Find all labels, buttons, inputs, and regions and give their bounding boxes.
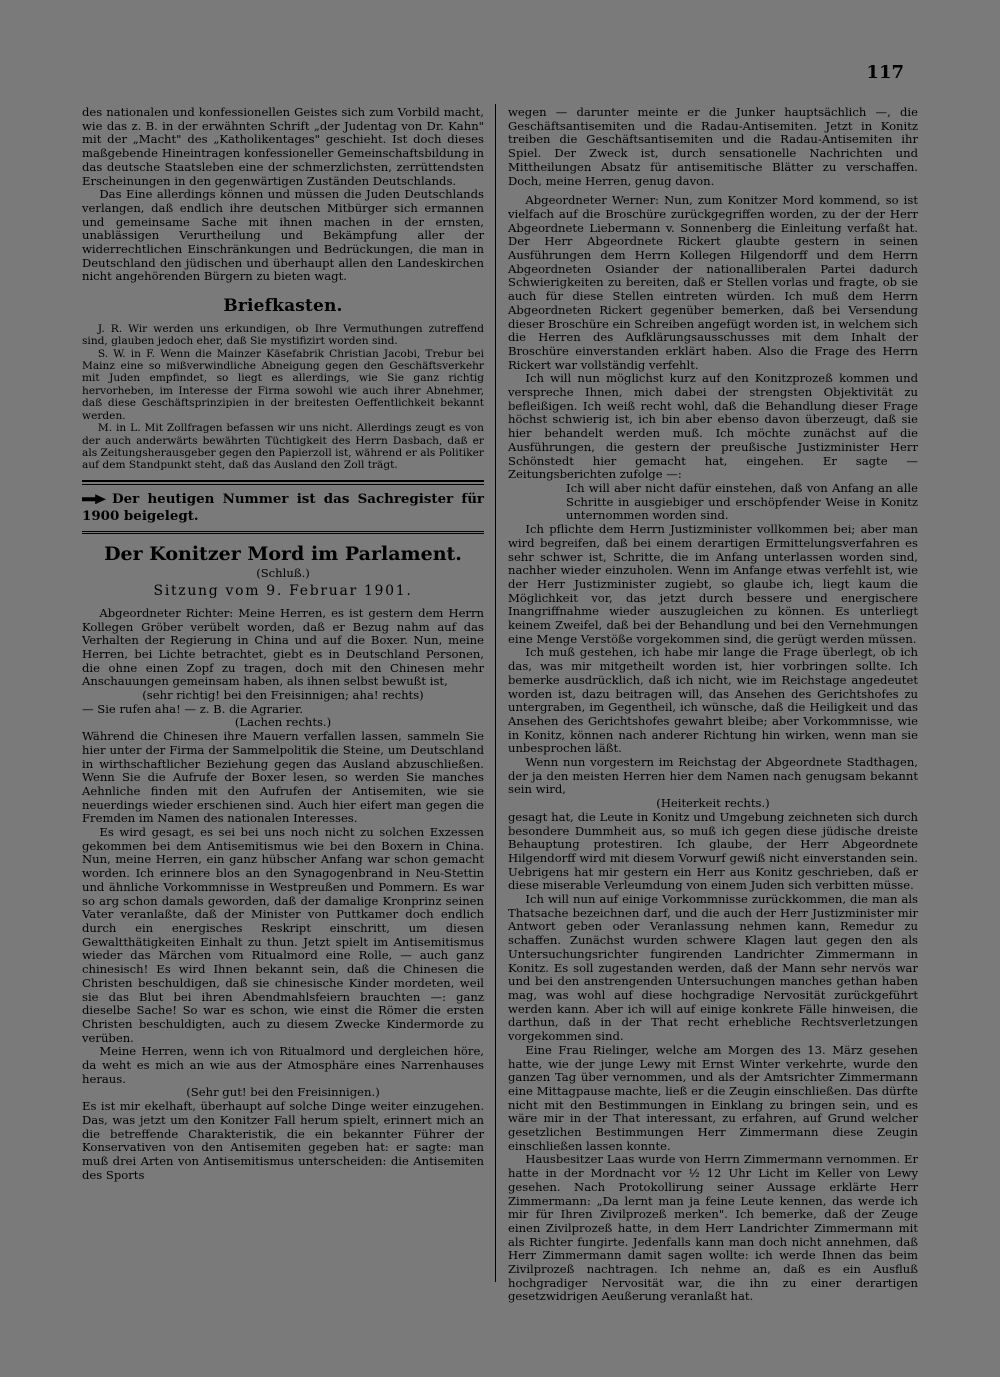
interjection: (sehr richtig! bei den Freisinnigen; aha! rechts)	[142, 688, 424, 703]
session-heading: Sitzung vom 9. Februar 1901.	[153, 583, 413, 600]
interjection: (Lachen rechts.)	[234, 715, 332, 730]
article-paragraph: Es wird gesagt, es sei bei uns noch nicht zu solchen Exzessen gekommen bei dem Antisemitismus wie bei den Boxern in China. Nun, meine Herren, ein ganz hübscher Anfang war schon gemacht worden. Ich erinnere blos an den Synagogenbrand in Neu-Stettin und ähnliche Vorkommnisse in Westpreußen und Pommern. Es war so arg schon damals geworden, daß der damalige Kronprinz seinen Vater veranlaßte, daß der Minister von Puttkamer doch endlich durch ein energisches Reskript einschritt, um diesen Gewaltthätigkeiten Einhalt zu thun. Jetzt spielt im Antisemitismus wieder das Märchen vom Ritualmord eine Rolle, — auch ganz chinesisch! Es wird Ihnen bekannt sein, daß die Chinesen die Christen beschuldigen, daß sie chinesische Kinder mordeten, weil sie das Blut bei ihren Abendmahlsfeiern brauchten —: ganz dieselbe Sache! So war es schon, wie einst die Römer die ersten Christen beschuldigten, auch zu diesem Zwecke Kindermorde zu verüben.	[82, 825, 484, 1045]
right-column	[508, 106, 918, 1304]
briefkasten-entry: S. W. in F. Wenn die Mainzer Käsefabrik Christian Jacobi, Trebur bei Mainz eine so mißverwindliche Abneigung gegen den Geschäftsverkehr mit Juden empfindet, so liegt es allerdings, wie Sie ganz richtig hervorheben, im Interesse der Firma sowohl wie auch ihrer Abnehmer, daß diese Geschäftsprinzipien in der breitesten Oeffentlichkeit bekannt werden.	[82, 347, 484, 422]
briefkasten-entry: J. R. Wir werden uns erkundigen, ob Ihre Vermuthungen zutreffend sind, glauben jedoch eher, daß Sie mystifizirt worden sind.	[82, 322, 484, 348]
supplement-notice	[82, 491, 484, 525]
column-divider	[495, 104, 496, 1282]
article-paragraph: Während die Chinesen ihre Mauern verfallen lassen, sammeln Sie hier unter der Firma der Sammelpolitik die Steine, um Deutschland in wirthschaftlicher Beziehung gegen das Ausland abzuschließen. Wenn Sie die Aufrufe der Boxer lesen, so werden Sie manches Aehnliche finden mit den Aufrufen der Antisemiten, wie sie neuerdings wieder erschienen sind. Auch hier eifert man gegen die Fremden im Namen des nationalen Interesses.	[82, 729, 484, 826]
article-title: Der Konitzer Mord im Parlament.	[104, 542, 462, 565]
article-paragraph: Meine Herren, wenn ich von Ritualmord und dergleichen höre, da weht es mich an wie aus der Atmosphäre eines Narrenhauses heraus.	[82, 1044, 484, 1086]
intro-paragraph-2: Das Eine allerdings können und müssen die Juden Deutschlands verlangen, daß endlich ihre deutschen Mitbürger sich ermannen und gemeinsame Sache mit ihnen machen in der ernsten, unablässigen Verurtheilung und Bekämpfung aller der widerrechtlichen Einschränkungen und Bedrückungen, die man in Deutschland den jüdischen und überhaupt allen den Landeskirchen nicht angehörenden Bürgern zu bieten wagt.	[82, 187, 484, 284]
section-rule	[82, 484, 484, 485]
interjection: (Sehr gut! bei den Freisinnigen.)	[186, 1085, 380, 1100]
interjection: — Sie rufen aha! — z. B. die Agrarier.	[82, 701, 304, 716]
supplement-notice-text: Der heutigen Nummer ist das Sachregister für 1900 beigelegt.	[82, 490, 484, 524]
article-paragraph: gesagt hat, die Leute in Konitz und Umgebung zeichneten sich durch besondere Dummheit aus, so muß ich gegen diese jüdische dreiste Behauptung protestiren. Ich glaube, der Herr Abgeordnete Hilgendorff wird mit diesem Vorwurf gewiß nicht einverstanden sein. Uebrigens hat mir gestern ein Herr aus Konitz geschrieben, daß er diese miserable Verleumdung von einem Juden sich verbitten müsse.	[508, 809, 918, 893]
pointing-hand-icon	[82, 494, 106, 504]
article-paragraph: Eine Frau Rielinger, welche am Morgen des 13. März gesehen hatte, wie der junge Lewy mit Ernst Winter verkehrte, wurde den ganzen Tag über vernommen, und als der Amtsrichter Zimmermann eine Mittagpause machte, ließ er die Zeugin einschließen. Das dürfte nicht mit den Bestimmungen in Einklang zu bringen sein, und es wäre mir in der That interessant, zu erfahren, auf Grund welcher gesetzlichen Bestimmungen Herr Zimmermann diese Zeugin einschließen lassen konnte.	[508, 1042, 918, 1153]
section-rule	[82, 531, 484, 534]
article-paragraph: Abgeordneter Richter: Meine Herren, es ist gestern dem Herrn Kollegen Gröber verübelt worden, daß er Bezug nahm auf das Verhalten der Regierung in China und auf die Boxer. Nun, meine Herren, bei Lichte betrachtet, giebt es in Deutschland Personen, die ohne einen Zopf zu tragen, doch mit den Chinesen mehr Anschauungen gemeinsam haben, als ihnen selbst bewußt ist,	[82, 605, 484, 689]
article-paragraph: Ich muß gestehen, ich habe mir lange die Frage überlegt, ob ich das, was mir mitgetheilt worden ist, hier vorbringen sollte. Ich bemerke ausdrücklich, daß ich nicht, wie im Reichstage angedeutet worden ist, dazu beitragen will, das Ansehen des Gerichtshofes zu untergraben, im Gegentheil, ich wünsche, daß die Heiligkeit und das Ansehen des Gerichtshofes gewahrt bleibe; aber Vorkommnisse, wie in Konitz, können nach anderer Richtung hin wirken, wenn man sie unbesprochen läßt.	[508, 645, 918, 756]
quoted-passage: Ich will aber nicht dafür einstehen, daß von Anfang an alle Schritte in ausgiebiger und erschöpfender Weise in Konitz unternommen worden sind.	[566, 480, 918, 523]
left-column	[82, 106, 484, 1182]
article-paragraph: Ich will nun auf einige Vorkommnisse zurückkommen, die man als Thatsache bezeichnen darf, und die auch der Herr Justizminister mir Antwort geben oder Veranlassung nehmen kann, Remedur zu schaffen. Zunächst wurden schwere Klagen laut gegen den als Untersuchungsrichter fungirenden Landrichter Zimmermann in Konitz. Es soll zugestanden werden, daß der Mann sehr nervös war und bei den anstrengenden Untersuchungen manches gethan haben mag, was wohl auf diese hochgradige Nervosität zurückgeführt werden kann. Aber ich will auf einige konkrete Fälle hinweisen, die darthun, daß in der That recht erhebliche Rechtsverletzungen vorgekommen sind.	[508, 892, 918, 1044]
page-number: 117	[866, 62, 904, 83]
intro-paragraph-1: des nationalen und konfessionellen Geistes sich zum Vorbild macht, wie das z. B. in der erwähnten Schrift „der Judentag von Dr. Kahn" mit der „Macht" des „Katholikentages" geschieht. Ist doch dieses maßgebende Hineintragen konfessioneller Gemeinschaftsbildung in das deutsche Staatsleben eine der schmerzlichsten, zerrüttendsten Erscheinungen in den gegenwärtigen Zuständen Deutschlands.	[82, 105, 484, 188]
article-paragraph: Wenn nun vorgestern im Reichstag der Abgeordnete Stadthagen, der ja den meisten Herren hier dem Namen nach genugsam bekannt sein wird,	[508, 755, 918, 797]
article-paragraph: Ich will nun möglichst kurz auf den Konitzprozeß kommen und verspreche Ihnen, mich dabei der strengsten Objektivität zu befleißigen. Ich weiß recht wohl, daß die Behandlung dieser Frage höchst schwierig ist, ich bin aber ebenso davon überzeugt, daß sie hier behandelt werden muß. Ich möchte zunächst auf die Ausführungen, die gestern der preußische Justizminister Herr Schönstedt hier gemacht hat, eingehen. Er sagte — Zeitungsberichten zufolge —:	[508, 371, 918, 482]
article-paragraph: Ich pflichte dem Herrn Justizminister vollkommen bei; aber man wird begreifen, daß bei einem derartigen Ermittelungsverfahren es sehr schwer ist, Schritte, die im Anfang unterlassen worden sind, nachher wieder einzuholen. Wenn im Anfange etwas verfehlt ist, wie der Herr Justizminister zugiebt, so glaube ich, liegt kaum die Möglichkeit vor, das jetzt durch bessere und energischere Inangriffnahme wieder auszugleichen zu können. Es unterliegt keinem Zweifel, daß bei der Behandlung und bei den Vernehmungen eine Menge Verstöße vorgekommen sind, die gerügt werden müssen.	[508, 522, 918, 646]
article-paragraph: wegen — darunter meinte er die Junker hauptsächlich —, die Geschäftsantisemiten und die Radau-Antisemiten. Jetzt in Konitz treiben die Geschäftsantisemiten und die Radau-Antisemiten ihr Spiel. Der Zweck ist, durch sensationelle Nachrichten und Mittheilungen Absatz für antisemitische Blätter zu verschaffen. Doch, meine Herren, genug davon.	[508, 105, 918, 188]
briefkasten-entry: M. in L. Mit Zollfragen befassen wir uns nicht. Allerdings zeugt es von der auch anderwärts bewährten Tüchtigkeit des Herrn Dasbach, daß er als Zeitungsherausgeber gegen den Papierzoll ist, während er als Politiker auf dem Standpunkt steht, daß das Ausland den Zoll trägt.	[82, 422, 484, 472]
interjection: (Heiterkeit rechts.)	[656, 796, 770, 811]
briefkasten-title: Briefkasten.	[223, 296, 343, 317]
article-subtitle: (Schluß.)	[256, 566, 310, 581]
section-rule	[82, 480, 484, 482]
article-paragraph: Hausbesitzer Laas wurde von Herrn Zimmermann vernommen. Er hatte in der Mordnacht vor ½ 12 Uhr Licht im Keller von Lewy gesehen. Nach Protokollirung seiner Aussage erklärte Herr Zimmermann: „Da lernt man ja feine Leute kennen, das werde ich mir für Ihren Zivilprozeß merken". Ich bemerke, daß der Zeuge einen Zivilprozeß hatte, in dem Herr Landrichter Zimmermann mit als Richter fungirte. Jedenfalls kann man doch nicht annehmen, daß Herr Zimmermann damit sagen wollte: ich werde Ihnen das beim Zivilprozeß nachtragen. Ich nehme an, daß es ein Ausfluß hochgradiger Nervosität war, die ihn zu einer derartigen gesetzwidrigen Aeußerung veranlaßt hat.	[508, 1152, 918, 1304]
article-paragraph: Es ist mir ekelhaft, überhaupt auf solche Dinge weiter einzugehen. Das, was jetzt um den Konitzer Fall herum spielt, erinnert mich an die betreffende Charakteristik, die ein bekannter Führer der Konservativen von den Antisemiten gegeben hat: er sagte: man muß drei Arten von Antisemitismus unterscheiden: die Antisemiten des Sports	[82, 1099, 484, 1182]
article-paragraph: Abgeordneter Werner: Nun, zum Konitzer Mord kommend, so ist vielfach auf die Broschüre zurückgegriffen worden, zu der der Herr Abgeordnete Liebermann v. Sonnenberg die Einleitung verfaßt hat. Der Herr Abgeordnete Rickert glaubte gestern in seinen Ausführungen dem Herrn Kollegen Hilgendorff und dem Herrn Abgeordneten Osiander der nationalliberalen Partei dadurch Schwierigkeiten zu bereiten, daß er Stellen vorlas und fragte, ob sie auch für diese Stellen eintreten würden. Ich muß dem Herrn Abgeordneten Rickert gegenüber bemerken, daß bei Versendung dieser Broschüre ein Schreiben angefügt worden ist, in welchem sich die Herren des Aufklärungsausschusses mit dem Inhalt der Broschüre einverstanden erklärt haben. Also die Frage des Herrn Rickert war vollständig verfehlt.	[508, 193, 918, 372]
